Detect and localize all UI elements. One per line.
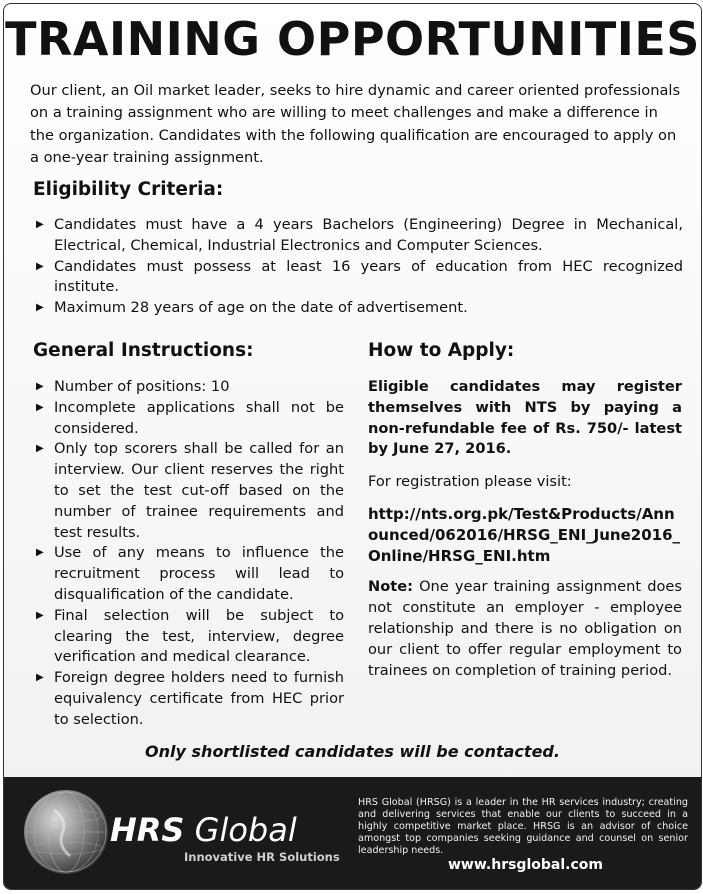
shortlist-notice: Only shortlisted candidates will be contacted. bbox=[145, 742, 560, 761]
eligibility-heading: Eligibility Criteria: bbox=[33, 179, 224, 200]
list-item: ▶ Number of positions: 10 bbox=[33, 377, 344, 398]
eligibility-list bbox=[33, 215, 683, 319]
company-description: HRS Global (HRSG) is a leader in the HR services industry; creating and delivering services that enable our clients to succeed in a highly competitive market place. HRSG is an advisor of choice amongst top companies seeking guidance and counsel on senior leadership needs. bbox=[358, 797, 688, 856]
apply-instructions: Eligible candidates may register themselves with NTS by paying a non-refundable fee of Rs. 750/- latest by June 27, 2016. bbox=[368, 378, 682, 458]
globe-icon bbox=[24, 790, 108, 874]
website-link[interactable]: www.hrsglobal.com bbox=[448, 857, 603, 873]
advertisement-page bbox=[3, 3, 702, 890]
list-item: ▶ Foreign degree holders need to furnish equivalency certificate from HEC prior to selection. bbox=[36, 669, 344, 728]
list-item: ▶ Final selection will be subject to clearing the test, interview, degree verification and medical clearance. bbox=[36, 606, 344, 666]
general-instructions-list bbox=[33, 377, 344, 731]
note-text: One year training assignment does not constitute an employer - employee relationship and there is no obligation on our client to offer regular employment to trainees on completion of training period. bbox=[368, 578, 682, 679]
list-item: ▶ Maximum 28 years of age on the date of advertisement. bbox=[33, 298, 683, 319]
triangle-right-icon: ▶ bbox=[36, 219, 44, 230]
triangle-right-icon: ▶ bbox=[36, 302, 44, 314]
triangle-right-icon: ▶ bbox=[36, 609, 44, 621]
list-item: ▶ Candidates must possess at least 16 years of education from HEC recognized institute. bbox=[36, 257, 683, 296]
list-item: ▶ Incomplete applications shall not be considered. bbox=[36, 398, 344, 437]
hrs-global-logo: HRS Global bbox=[110, 811, 297, 849]
triangle-right-icon: ▶ bbox=[36, 401, 44, 413]
triangle-right-icon: ▶ bbox=[36, 381, 44, 392]
triangle-right-icon: ▶ bbox=[36, 260, 44, 272]
triangle-right-icon: ▶ bbox=[36, 672, 44, 684]
general-instructions-heading: General Instructions: bbox=[33, 340, 254, 361]
registration-link[interactable]: http://nts.org.pk/Test&Products/Announced/062016/HRSG_ENI_June2016_Online/HRSG_ENI.htm bbox=[368, 504, 681, 565]
triangle-right-icon: ▶ bbox=[36, 547, 44, 559]
registration-prompt: For registration please visit: bbox=[368, 473, 572, 491]
how-to-apply-heading: How to Apply: bbox=[368, 340, 515, 361]
note-paragraph bbox=[368, 577, 682, 681]
list-item: ▶ Use of any means to influence the recruitment process will lead to disqualification of the candidate. bbox=[36, 544, 344, 603]
footer-banner bbox=[4, 777, 701, 889]
tagline: Innovative HR Solutions bbox=[184, 850, 340, 864]
note-label: Note: bbox=[368, 578, 413, 596]
page-title: TRAINING OPPORTUNITIES bbox=[5, 12, 700, 66]
triangle-right-icon: ▶ bbox=[36, 443, 44, 455]
how-to-apply-section bbox=[368, 377, 682, 681]
list-item: ▶ Only top scorers shall be called for an interview. Our client reserves the right to set the test cut-off based on the number of trainee requirements and test results. bbox=[36, 440, 344, 541]
globe-grid bbox=[24, 790, 108, 874]
list-item: ▶ Candidates must have a 4 years Bachelors (Engineering) Degree in Mechanical, Electrical, Chemical, Industrial Electronics and Computer Sciences. bbox=[36, 216, 683, 254]
intro-paragraph: Our client, an Oil market leader, seeks to hire dynamic and career oriented professionals on a training assignment who are willing to meet challenges and make a difference in the organization. Candidates with the following qualification are encouraged to apply on a one-year training assignment. bbox=[30, 82, 681, 167]
